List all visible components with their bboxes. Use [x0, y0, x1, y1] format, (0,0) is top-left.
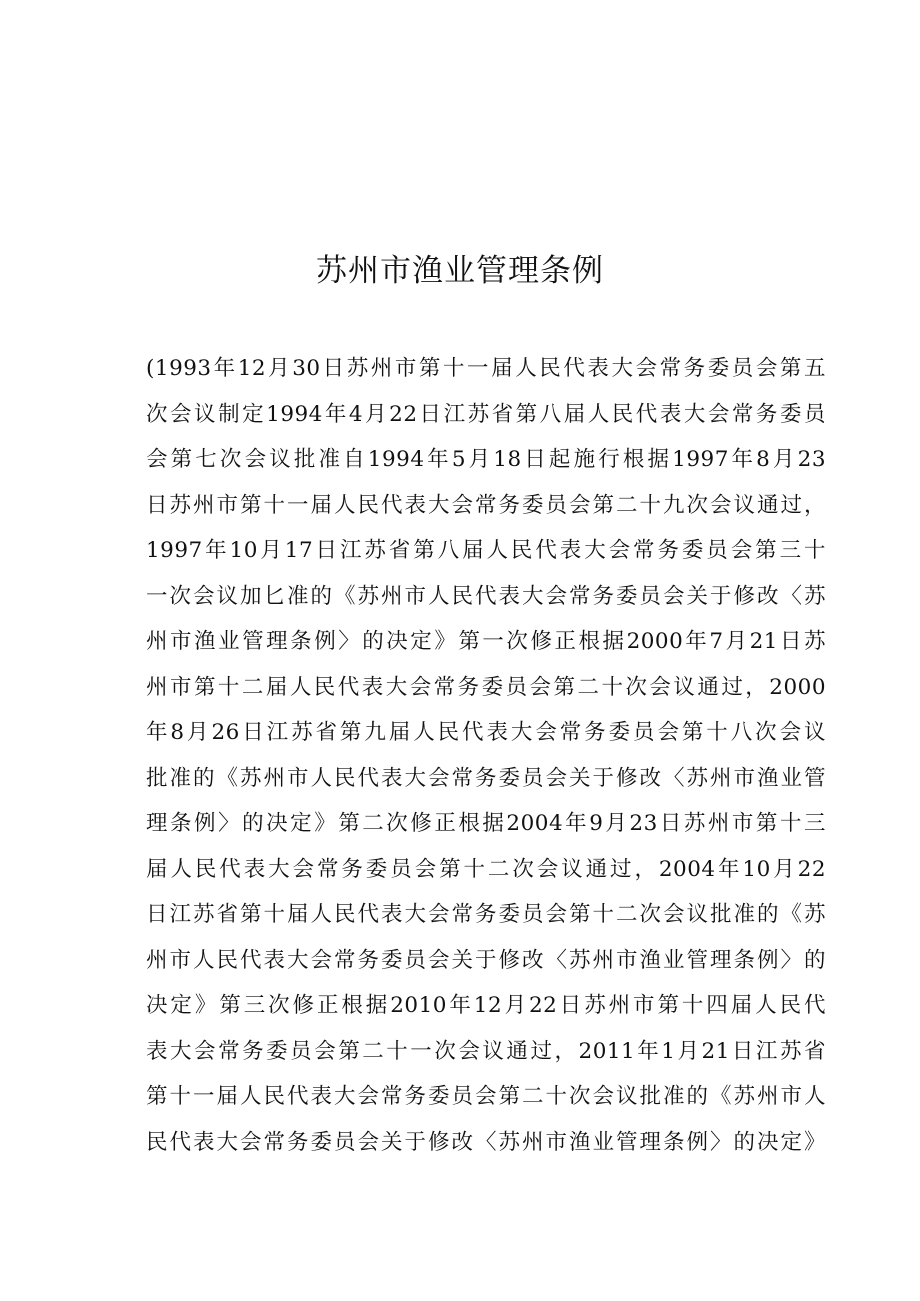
body-line: 州市人民代表大会常务委员会关于修改〈苏州市渔业管理条例〉的 [146, 947, 826, 973]
body-line: 日苏州市第十一届人民代表大会常务委员会第二十九次会议通过， [146, 492, 826, 518]
body-line: 日江苏省第十届人民代表大会常务委员会第十二次会议批准的《苏 [146, 902, 826, 927]
body-line: 州市第十二届人民代表大会常务委员会第二十次会议通过，2000 [146, 674, 826, 700]
body-line: 年8月26日江苏省第九届人民代表大会常务委员会第十八次会议 [146, 720, 826, 745]
body-line: 次会议制定1994年4月22日江苏省第八届人民代表大会常务委员 [146, 401, 826, 427]
body-line: 批准的《苏州市人民代表大会常务委员会关于修改〈苏州市渔业管 [146, 765, 826, 791]
body-line: 表大会常务委员会第二十一次会议通过，2011年1月21日江苏省 [146, 1038, 826, 1064]
body-line: 1997年10月17日江苏省第八届人民代表大会常务委员会第三十 [146, 538, 826, 563]
body-line: 州市渔业管理条例〉的决定》第一次修正根据2000年7月21日苏 [146, 629, 826, 654]
body-line: (1993年12月30日苏州市第十一届人民代表大会常务委员会第五 [146, 356, 826, 381]
body-line: 决定》第三次修正根据2010年12月22日苏州市第十四届人民代 [146, 993, 826, 1018]
document-title: 苏州市渔业管理条例 [316, 253, 604, 289]
body-line: 民代表大会常务委员会关于修改〈苏州市渔业管理条例〉的决定》 [146, 1129, 826, 1155]
body-line: 第十一届人民代表大会常务委员会第二十次会议批准的《苏州市人 [146, 1084, 826, 1109]
document-body [146, 346, 826, 1165]
body-line: 理条例〉的决定》第二次修正根据2004年9月23日苏州市第十三 [146, 811, 826, 836]
body-line: 一次会议加匕准的《苏州市人民代表大会常务委员会关于修改〈苏 [146, 583, 826, 609]
body-line: 会第七次会议批准自1994年5月18日起施行根据1997年8月23 [146, 447, 826, 472]
body-line: 届人民代表大会常务委员会第十二次会议通过，2004年10月22 [146, 856, 826, 882]
